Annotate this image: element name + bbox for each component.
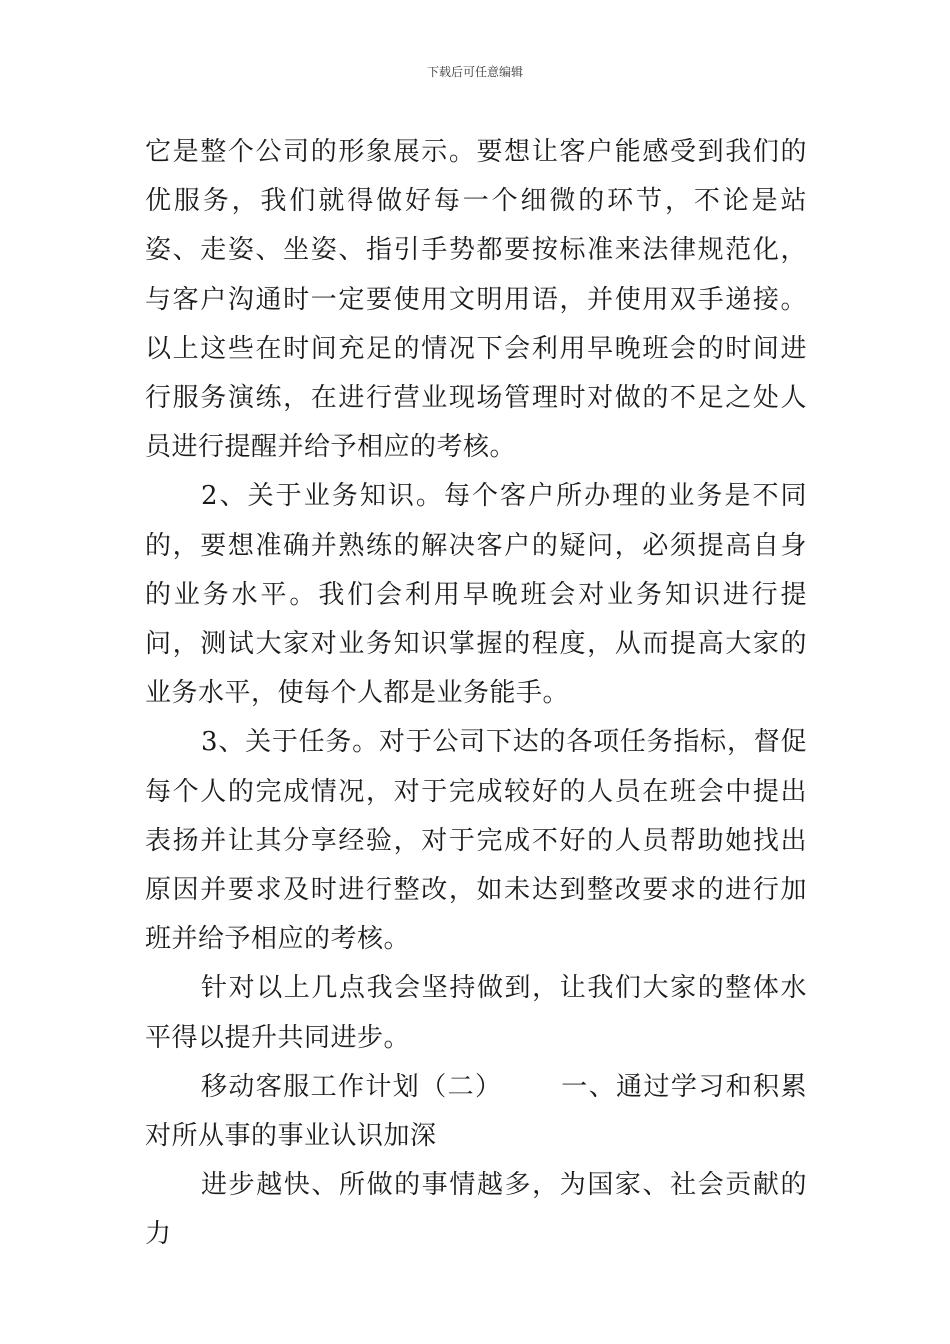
- plan-two-title: 移动客服工作计划（二）: [201, 1071, 503, 1102]
- document-body: [145, 128, 807, 1260]
- paragraph-progress: 进步越快、所做的事情越多，为国家、社会贡献的力: [145, 1170, 807, 1250]
- paragraph-plan-two-heading: [145, 1063, 807, 1161]
- paragraph-business-knowledge: 2、关于业务知识。每个客户所办理的业务是不同的，要想准确并熟练的解决客户的疑问，必须提高自身的业务水平。我们会利用早晚班会对业务知识进行提问，测试大家对业务知识掌握的程度，从而提高大家的业务水平，使每个人都是业务能手。: [145, 481, 807, 709]
- page-header: 下载后可任意编辑: [426, 65, 523, 79]
- paragraph-tasks: 3、关于任务。对于公司下达的各项任务指标，督促每个人的完成情况，对于完成较好的人员在班会中提出表扬并让其分享经验，对于完成不好的人员帮助她找出原因并要求及时进行整改，如未达到整改要求的进行加班并给予相应的考核。: [145, 727, 807, 955]
- section-one-title: 一、通过学习和积累对所从事的事业认识加深: [145, 1071, 807, 1152]
- paragraph-service-standards: 它是整个公司的形象展示。要想让客户能感受到我们的优服务，我们就得做好每一个细微的环节，不论是站姿、走姿、坐姿、指引手势都要按标准来法律规范化，与客户沟通时一定要使用文明用语，并使用双手递接。以上这些在时间充足的情况下会利用早晚班会的时间进行服务演练，在进行营业现场管理时对做的不足之处人员进行提醒并给予相应的考核。: [145, 137, 807, 463]
- paragraph-summary: 针对以上几点我会坚持做到，让我们大家的整体水平得以提升共同进步。: [145, 973, 807, 1053]
